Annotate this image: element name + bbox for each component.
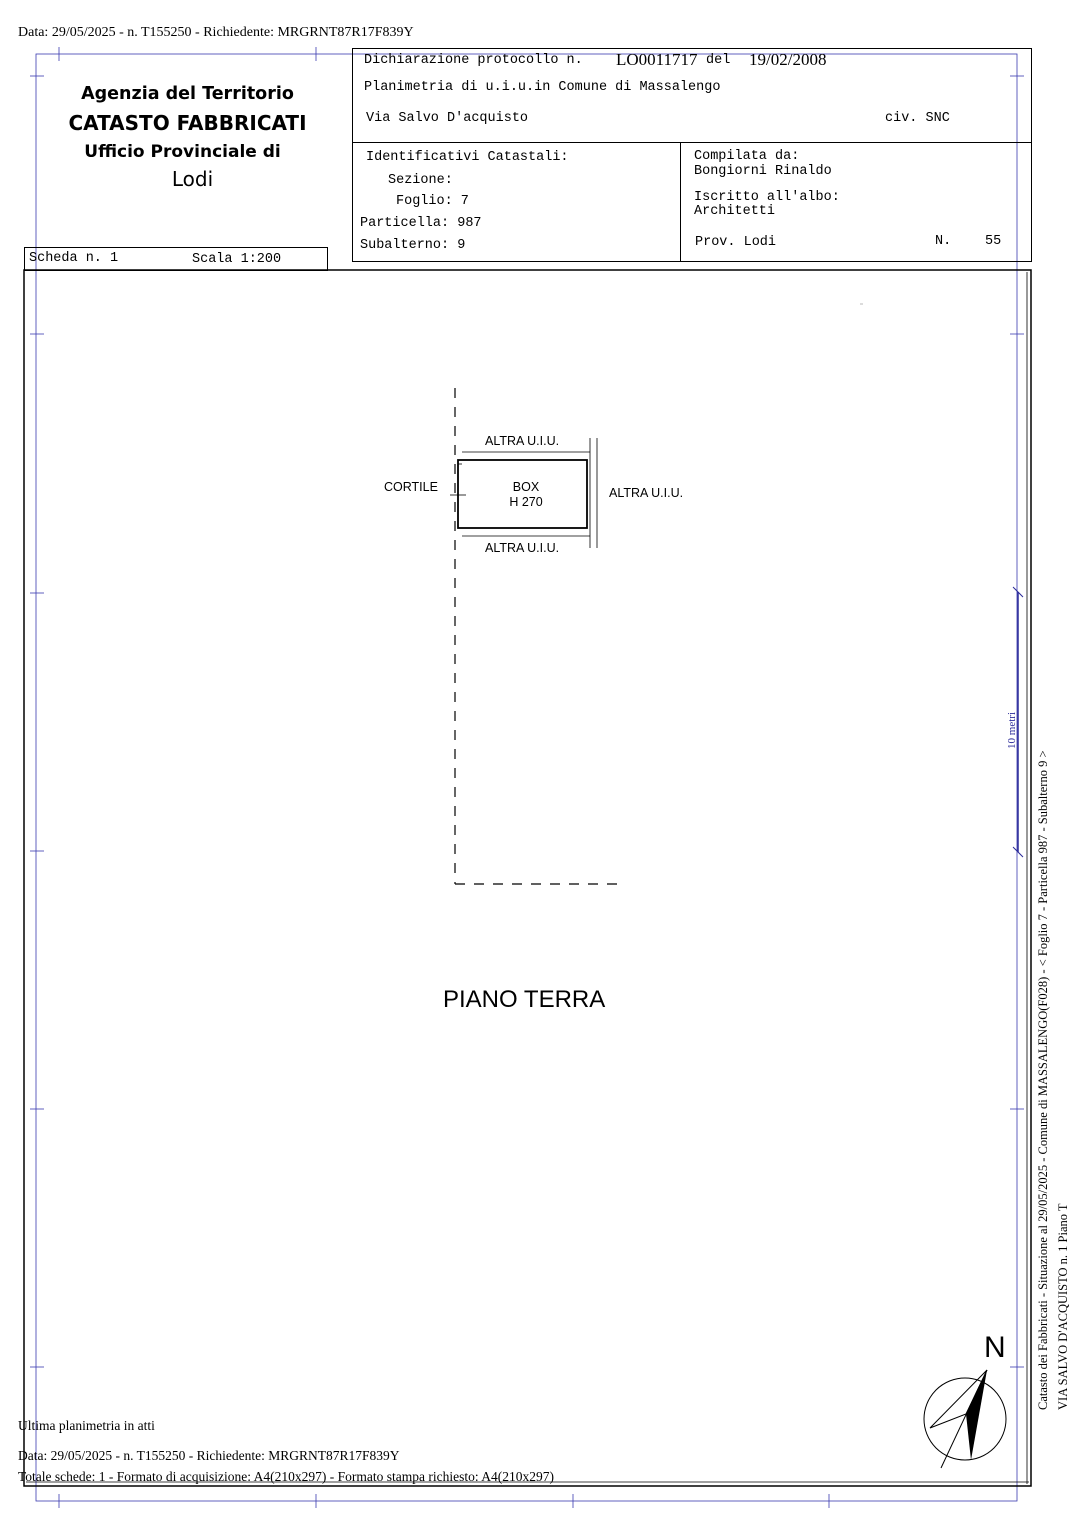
registration-n-label: N. xyxy=(935,234,952,249)
agency-name: Agenzia del Territorio xyxy=(81,84,294,104)
footer-totale: Totale schede: 1 - Formato di acquisizione: A4(210x297) - Formato stampa richiesto: A4(210x297) xyxy=(18,1469,554,1484)
agency-province: Lodi xyxy=(171,167,214,191)
declaration-label: Dichiarazione protocollo n. xyxy=(364,53,583,68)
label-altra-right: ALTRA U.I.U. xyxy=(609,486,684,500)
subalterno: Subalterno: 9 xyxy=(360,238,466,253)
albo-value: Architetti xyxy=(694,204,776,219)
registration-n-value: 55 xyxy=(985,234,1002,249)
scheda-number: Scheda n. 1 xyxy=(29,251,119,266)
province: Prov. Lodi xyxy=(695,235,777,250)
side-text-line2: VIA SALVO D'ACQUISTO n. 1 Piano T xyxy=(1056,1203,1070,1410)
label-altra-bottom: ALTRA U.I.U. xyxy=(485,541,560,555)
north-arrow-icon xyxy=(924,1370,1006,1468)
sezione: Sezione: xyxy=(388,173,453,188)
floor-label: PIANO TERRA xyxy=(443,986,606,1013)
north-label: N xyxy=(984,1331,1006,1364)
albo-label: Iscritto all'albo: xyxy=(694,190,840,205)
compiler-label: Compilata da: xyxy=(694,149,800,164)
agency-registry: CATASTO FABBRICATI xyxy=(68,111,307,135)
label-altra-top: ALTRA U.I.U. xyxy=(485,434,560,448)
protocol-number: LO0011717 xyxy=(616,50,698,69)
foglio: Foglio: 7 xyxy=(396,194,469,209)
particella: Particella: 987 xyxy=(360,216,482,231)
label-height: H 270 xyxy=(509,495,543,509)
label-box: BOX xyxy=(512,480,540,494)
address: Via Salvo D'acquisto xyxy=(366,111,529,126)
agency-office: Ufficio Provinciale di xyxy=(84,142,281,162)
side-text-line1: Catasto dei Fabbricati - Situazione al 29/05/2025 - Comune di MASSALENGO(F028) - < Foglio 7 - Particella 987 - Subalterno 9 > xyxy=(1036,750,1050,1410)
scale: Scala 1:200 xyxy=(192,252,282,267)
scale-bar-label: 10 metri xyxy=(1006,712,1018,749)
civic-number: civ. SNC xyxy=(885,111,950,126)
identifiers-divider xyxy=(680,142,681,262)
compiler-name: Bongiorni Rinaldo xyxy=(694,164,832,179)
planimetria-line: Planimetria di u.i.u.in Comune di Massalengo xyxy=(364,80,721,95)
identifiers-title: Identificativi Catastali: xyxy=(366,150,569,165)
label-cortile: CORTILE xyxy=(384,480,438,494)
header-line: Data: 29/05/2025 - n. T155250 - Richiedente: MRGRNT87R17F839Y xyxy=(18,25,414,40)
del-label: del xyxy=(706,53,731,68)
footer-ultima: Ultima planimetria in atti xyxy=(18,1418,155,1433)
declaration-date: 19/02/2008 xyxy=(749,50,827,69)
footer-data: Data: 29/05/2025 - n. T155250 - Richiedente: MRGRNT87R17F839Y xyxy=(18,1448,400,1463)
